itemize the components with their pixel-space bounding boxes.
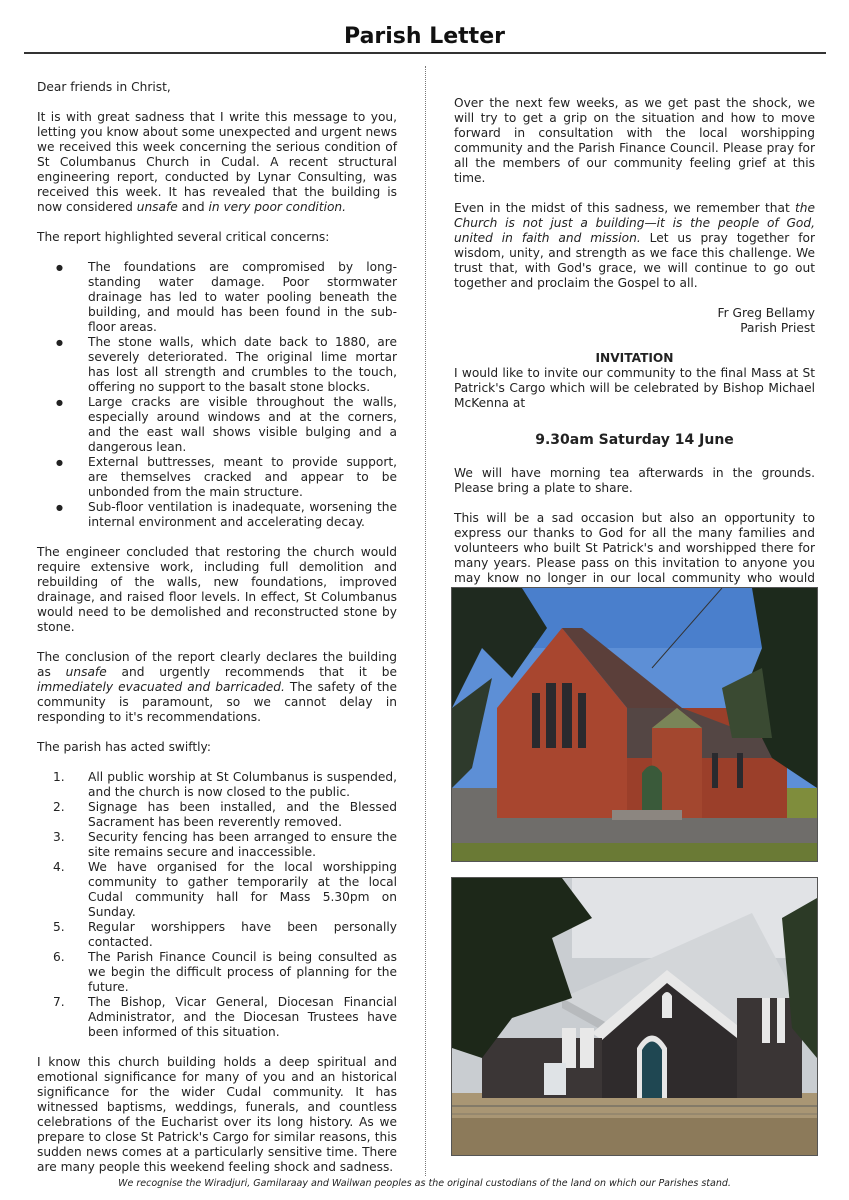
acknowledgement-footer: We recognise the Wiradjuri, Gamilaraay and Wailwan peoples as the original custodians of the land on which our Parishes stand. xyxy=(118,1178,731,1189)
list-text: Security fencing has been arranged to ensure the site remains secure and inaccessible. xyxy=(88,830,397,859)
list-item: ● The foundations are compromised by long-standing water damage. Poor stormwater drainage has led to water pooling beneath the building, and mould has been found in the sub-floor areas. xyxy=(37,260,397,335)
conclusion-emphasis-unsafe: unsafe xyxy=(65,665,107,679)
list-text: The Bishop, Vicar General, Diocesan Financial Administrator, and the Diocesan Trustees have been informed of this situation. xyxy=(88,995,397,1039)
list-number: 3. xyxy=(53,830,65,844)
midst-emphasis: the Church is not just a building—it is the people of God, united in faith and mission. xyxy=(454,201,815,245)
list-number: 5. xyxy=(53,920,65,934)
morning-tea-paragraph: We will have morning tea afterwards in the grounds. Please bring a plate to share. xyxy=(454,466,815,495)
list-item: ● Large cracks are visible throughout the walls, especially around windows and at the corners, and the east wall shows visible bulging and a dangerous lean. xyxy=(37,395,397,455)
closing-paragraph: I know this church building holds a deep spiritual and emotional significance for many of you and an historical significance for the wider Cudal community. It has witnessed baptisms, weddings, funerals, and countless celebrations of the Eucharist over its long history. As we prepare to close St Patrick's Cargo for similar reasons, this sudden news comes at a particularly sensitive time. There are many people this weekend feeling shock and sadness. xyxy=(37,1055,397,1174)
midst-paragraph xyxy=(454,201,815,291)
left-column xyxy=(37,80,397,1190)
list-item xyxy=(37,950,397,995)
list-number: 6. xyxy=(53,950,65,964)
title-rule xyxy=(24,52,826,54)
list-number: 4. xyxy=(53,860,65,874)
list-number: 1. xyxy=(53,770,65,784)
intro-emphasis-unsafe: unsafe xyxy=(136,200,178,214)
intro-text: It is with great sadness that I write this message to you, letting you know about some unexpected and urgent news we received this week concerning the serious condition of St Columbanus Church in Cudal. A recent structural engineering report, conducted by Lynar Consulting, was received this week. It has revealed that the building is now considered xyxy=(37,110,397,214)
conclusion-paragraph xyxy=(37,650,397,725)
intro-paragraph xyxy=(37,110,397,215)
invitation-text: I would like to invite our community to the final Mass at St Patrick's Cargo which will be celebrated by Bishop Michael McKenna at xyxy=(454,366,815,410)
list-number: 2. xyxy=(53,800,65,814)
list-text: Signage has been installed, and the Blessed Sacrament has been reverently removed. xyxy=(88,800,397,829)
bluestone-church-photo xyxy=(451,877,818,1156)
red-brick-church-image xyxy=(452,588,817,861)
signoff xyxy=(454,306,815,336)
intro-text-and: and xyxy=(177,200,209,214)
intro-emphasis-condition: in very poor condition. xyxy=(208,200,347,214)
list-item: ● External buttresses, meant to provide support, are themselves cracked and appear to be unbonded from the main structure. xyxy=(37,455,397,500)
bluestone-church-image xyxy=(452,878,817,1155)
engineer-paragraph: The engineer concluded that restoring the church would require extensive work, including full demolition and rebuilding of the walls, new foundations, improved drainage, and raised floor levels. In effect, St Columbanus would need to be demolished and reconstructed stone by stone. xyxy=(37,545,397,634)
signoff-name: Fr Greg Bellamy xyxy=(717,306,815,320)
page-title: Parish Letter xyxy=(344,24,505,49)
list-item xyxy=(37,770,397,800)
list-text: Regular worshippers have been personally contacted. xyxy=(88,920,397,949)
occasion-paragraph: This will be a sad occasion but also an opportunity to express our thanks to God for all the many families and volunteers who built St Patrick's and worshipped there for many years. Please pass on this invitation to anyone you may know no longer in our local community who would xyxy=(454,511,815,585)
list-text: All public worship at St Columbanus is suspended, and the church is now closed to the public. xyxy=(88,770,397,799)
list-item xyxy=(37,860,397,920)
actions-list xyxy=(37,770,397,1040)
list-item xyxy=(37,830,397,860)
event-time: 9.30am Saturday 14 June xyxy=(535,432,734,448)
list-text: We have organised for the local worshipping community to gather temporarily at the local Cudal community hall for Mass 5.30pm on Sunday. xyxy=(88,860,397,919)
next-weeks-paragraph: Over the next few weeks, as we get past the shock, we will try to get a grip on the situation and how to move forward in consultation with the local worshipping community and the Parish Finance Council. Please pray for all the members of our community feeling grief at this time. xyxy=(454,96,815,185)
invitation-heading: INVITATION xyxy=(595,351,674,365)
concerns-list xyxy=(37,260,397,530)
acted-intro: The parish has acted swiftly: xyxy=(37,740,211,754)
conclusion-emphasis-evacuated: immediately evacuated and barricaded. xyxy=(37,680,285,694)
signoff-role: Parish Priest xyxy=(740,321,815,335)
list-item xyxy=(37,920,397,950)
red-brick-church-photo xyxy=(451,587,818,862)
conclusion-text-end: The safety of the community is paramount, so we cannot delay in responding to it's recommendations. xyxy=(37,680,397,724)
column-divider xyxy=(425,66,426,1176)
list-number: 7. xyxy=(53,995,65,1009)
concerns-intro: The report highlighted several critical concerns: xyxy=(37,230,330,244)
list-item xyxy=(37,800,397,830)
list-item xyxy=(37,995,397,1040)
right-column xyxy=(454,96,815,631)
list-item: ● Sub-floor ventilation is inadequate, worsening the internal environment and accelerating decay. xyxy=(37,500,397,530)
conclusion-text-mid: and urgently recommends that it be xyxy=(106,665,397,679)
list-text: The Parish Finance Council is being consulted as we begin the difficult process of planning for the future. xyxy=(88,950,397,994)
midst-text-end: Let us pray together for wisdom, unity, and strength as we face this challenge. We trust that, with God's grace, we will continue to go out together and proclaim the Gospel to all. xyxy=(454,231,815,290)
midst-text: Even in the midst of this sadness, we remember that xyxy=(454,201,795,215)
conclusion-text: The conclusion of the report clearly declares the building as xyxy=(37,650,397,679)
list-item: ● The stone walls, which date back to 1880, are severely deteriorated. The original lime mortar has lost all strength and crumbles to the touch, offering no support to the basalt stone blocks. xyxy=(37,335,397,395)
greeting: Dear friends in Christ, xyxy=(37,80,171,94)
